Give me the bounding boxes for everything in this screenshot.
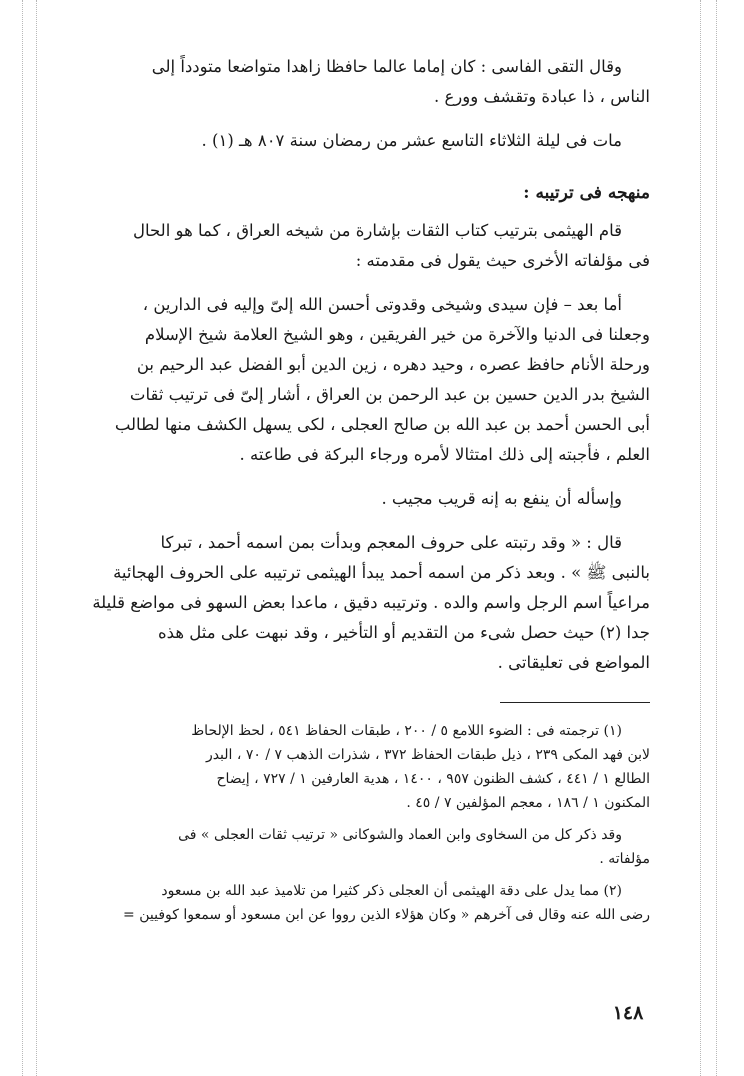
footnote-line: رضى الله عنه وقال فى آخرهم « وكان هؤلاء الذين رووا عن ابن مسعود أو سمعوا كوفيين = bbox=[123, 907, 650, 923]
footnote-line: (٢) مما يدل على دقة الهيثمى أن العجلى ذكر كثيرا من تلاميذ عبد الله بن مسعود bbox=[161, 883, 622, 899]
text-line: الناس ، ذا عبادة وتقشف وورع . bbox=[433, 87, 650, 106]
paragraph-taqi-al-fasi bbox=[88, 52, 650, 112]
left-inner-margin-guide bbox=[36, 0, 37, 1076]
text-line: وقال التقى الفاسى : كان إماما عالما حافظا زاهدا متواضعا متودداً إلى bbox=[151, 57, 622, 76]
footnote-line: مؤلفاته . bbox=[599, 851, 650, 867]
paragraph-method-intro bbox=[88, 216, 650, 276]
text-line: الشيخ بدر الدين حسين بن عبد الرحمن بن العراق ، أشار إلىّ فى ترتيب ثقات bbox=[129, 385, 650, 404]
right-outer-margin-guide bbox=[716, 0, 717, 1076]
footnote-line: (١) ترجمته فى : الضوء اللامع ٥ / ٢٠٠ ، طبقات الحفاظ ٥٤١ ، لحظ الإلحاظ bbox=[191, 723, 622, 739]
footnote-1-continued bbox=[88, 823, 650, 871]
page-number: ١٤٨ bbox=[612, 1002, 644, 1024]
footnote-line: الطالع ١ / ٤٤١ ، كشف الظنون ٩٥٧ ، ١٤٠٠ ، هدية العارفين ١ / ٧٢٧ ، إيضاح bbox=[216, 771, 650, 787]
text-line: مراعياً اسم الرجل واسم والده . وترتيبه دقيق ، ماعدا بعض السهو فى مواضع قليلة bbox=[92, 593, 650, 612]
text-line: العلم ، فأجبته إلى ذلك امتثالا لأمره ورجاء البركة فى طاعته . bbox=[239, 445, 650, 464]
footnotes bbox=[88, 719, 650, 927]
text-line: المواضع فى تعليقاتى . bbox=[497, 653, 650, 672]
text-line: أما بعد – فإن سيدى وشيخى وقدوتى أحسن الله إلىّ وإليه فى الدارين ، bbox=[142, 295, 622, 314]
text-line: جدا (٢) حيث حصل شىء من التقديم أو التأخير ، وقد نبهت على مثل هذه bbox=[158, 623, 650, 642]
text-line: قال : « وقد رتبته على حروف المعجم وبدأت بمن اسمه أحمد ، تبركا bbox=[160, 533, 622, 552]
section-heading: منهجه فى ترتيبه : bbox=[523, 183, 650, 203]
left-margin-guide bbox=[22, 0, 23, 1076]
right-margin-guide bbox=[700, 0, 701, 1076]
footnote-1 bbox=[88, 719, 650, 815]
text-line: بالنبى ﷺ » . وبعد ذكر من اسمه أحمد يبدأ الهيثمى ترتيبه على الحروف الهجائية bbox=[113, 563, 650, 582]
footnote-line: لابن فهد المكى ٢٣٩ ، ذيل طبقات الحفاظ ٣٧٢ ، شذرات الذهب ٧ / ٧٠ ، البدر bbox=[205, 747, 650, 763]
footnote-line: وقد ذكر كل من السخاوى وابن العماد والشوكانى « ترتيب ثقات العجلى » فى bbox=[178, 827, 622, 843]
text-line: ورحلة الأنام حافظ عصره ، وحيد دهره ، زين الدين أبو الفضل عبد الرحيم بن bbox=[136, 355, 650, 374]
text-line: فى مؤلفاته الأخرى حيث يقول فى مقدمته : bbox=[355, 251, 650, 270]
text-line: أبى الحسن أحمد بن عبد الله بن صالح العجلى ، لكى يسهل الكشف منها لطالب bbox=[114, 415, 650, 434]
paragraph-arrangement bbox=[88, 528, 650, 678]
footnote-line: المكنون ١ / ١٨٦ ، معجم المؤلفين ٧ / ٤٥ . bbox=[406, 795, 650, 811]
paragraph-quote-introduction bbox=[88, 290, 650, 470]
footnote-separator bbox=[500, 702, 650, 703]
paragraph-death-date: مات فى ليلة الثلاثاء التاسع عشر من رمضان سنة ٨٠٧ هـ (١) . bbox=[201, 131, 622, 150]
text-line: وجعلنا فى الدنيا والآخرة من خير الفريقين ، وهو الشيخ العلامة شيخ الإسلام bbox=[144, 325, 650, 344]
paragraph-prayer: وإسأله أن ينفع به إنه قريب مجيب . bbox=[381, 489, 622, 508]
footnote-2 bbox=[88, 879, 650, 927]
book-page bbox=[88, 52, 650, 927]
text-line: قام الهيثمى بترتيب كتاب الثقات بإشارة من شيخه العراق ، كما هو الحال bbox=[133, 221, 622, 240]
